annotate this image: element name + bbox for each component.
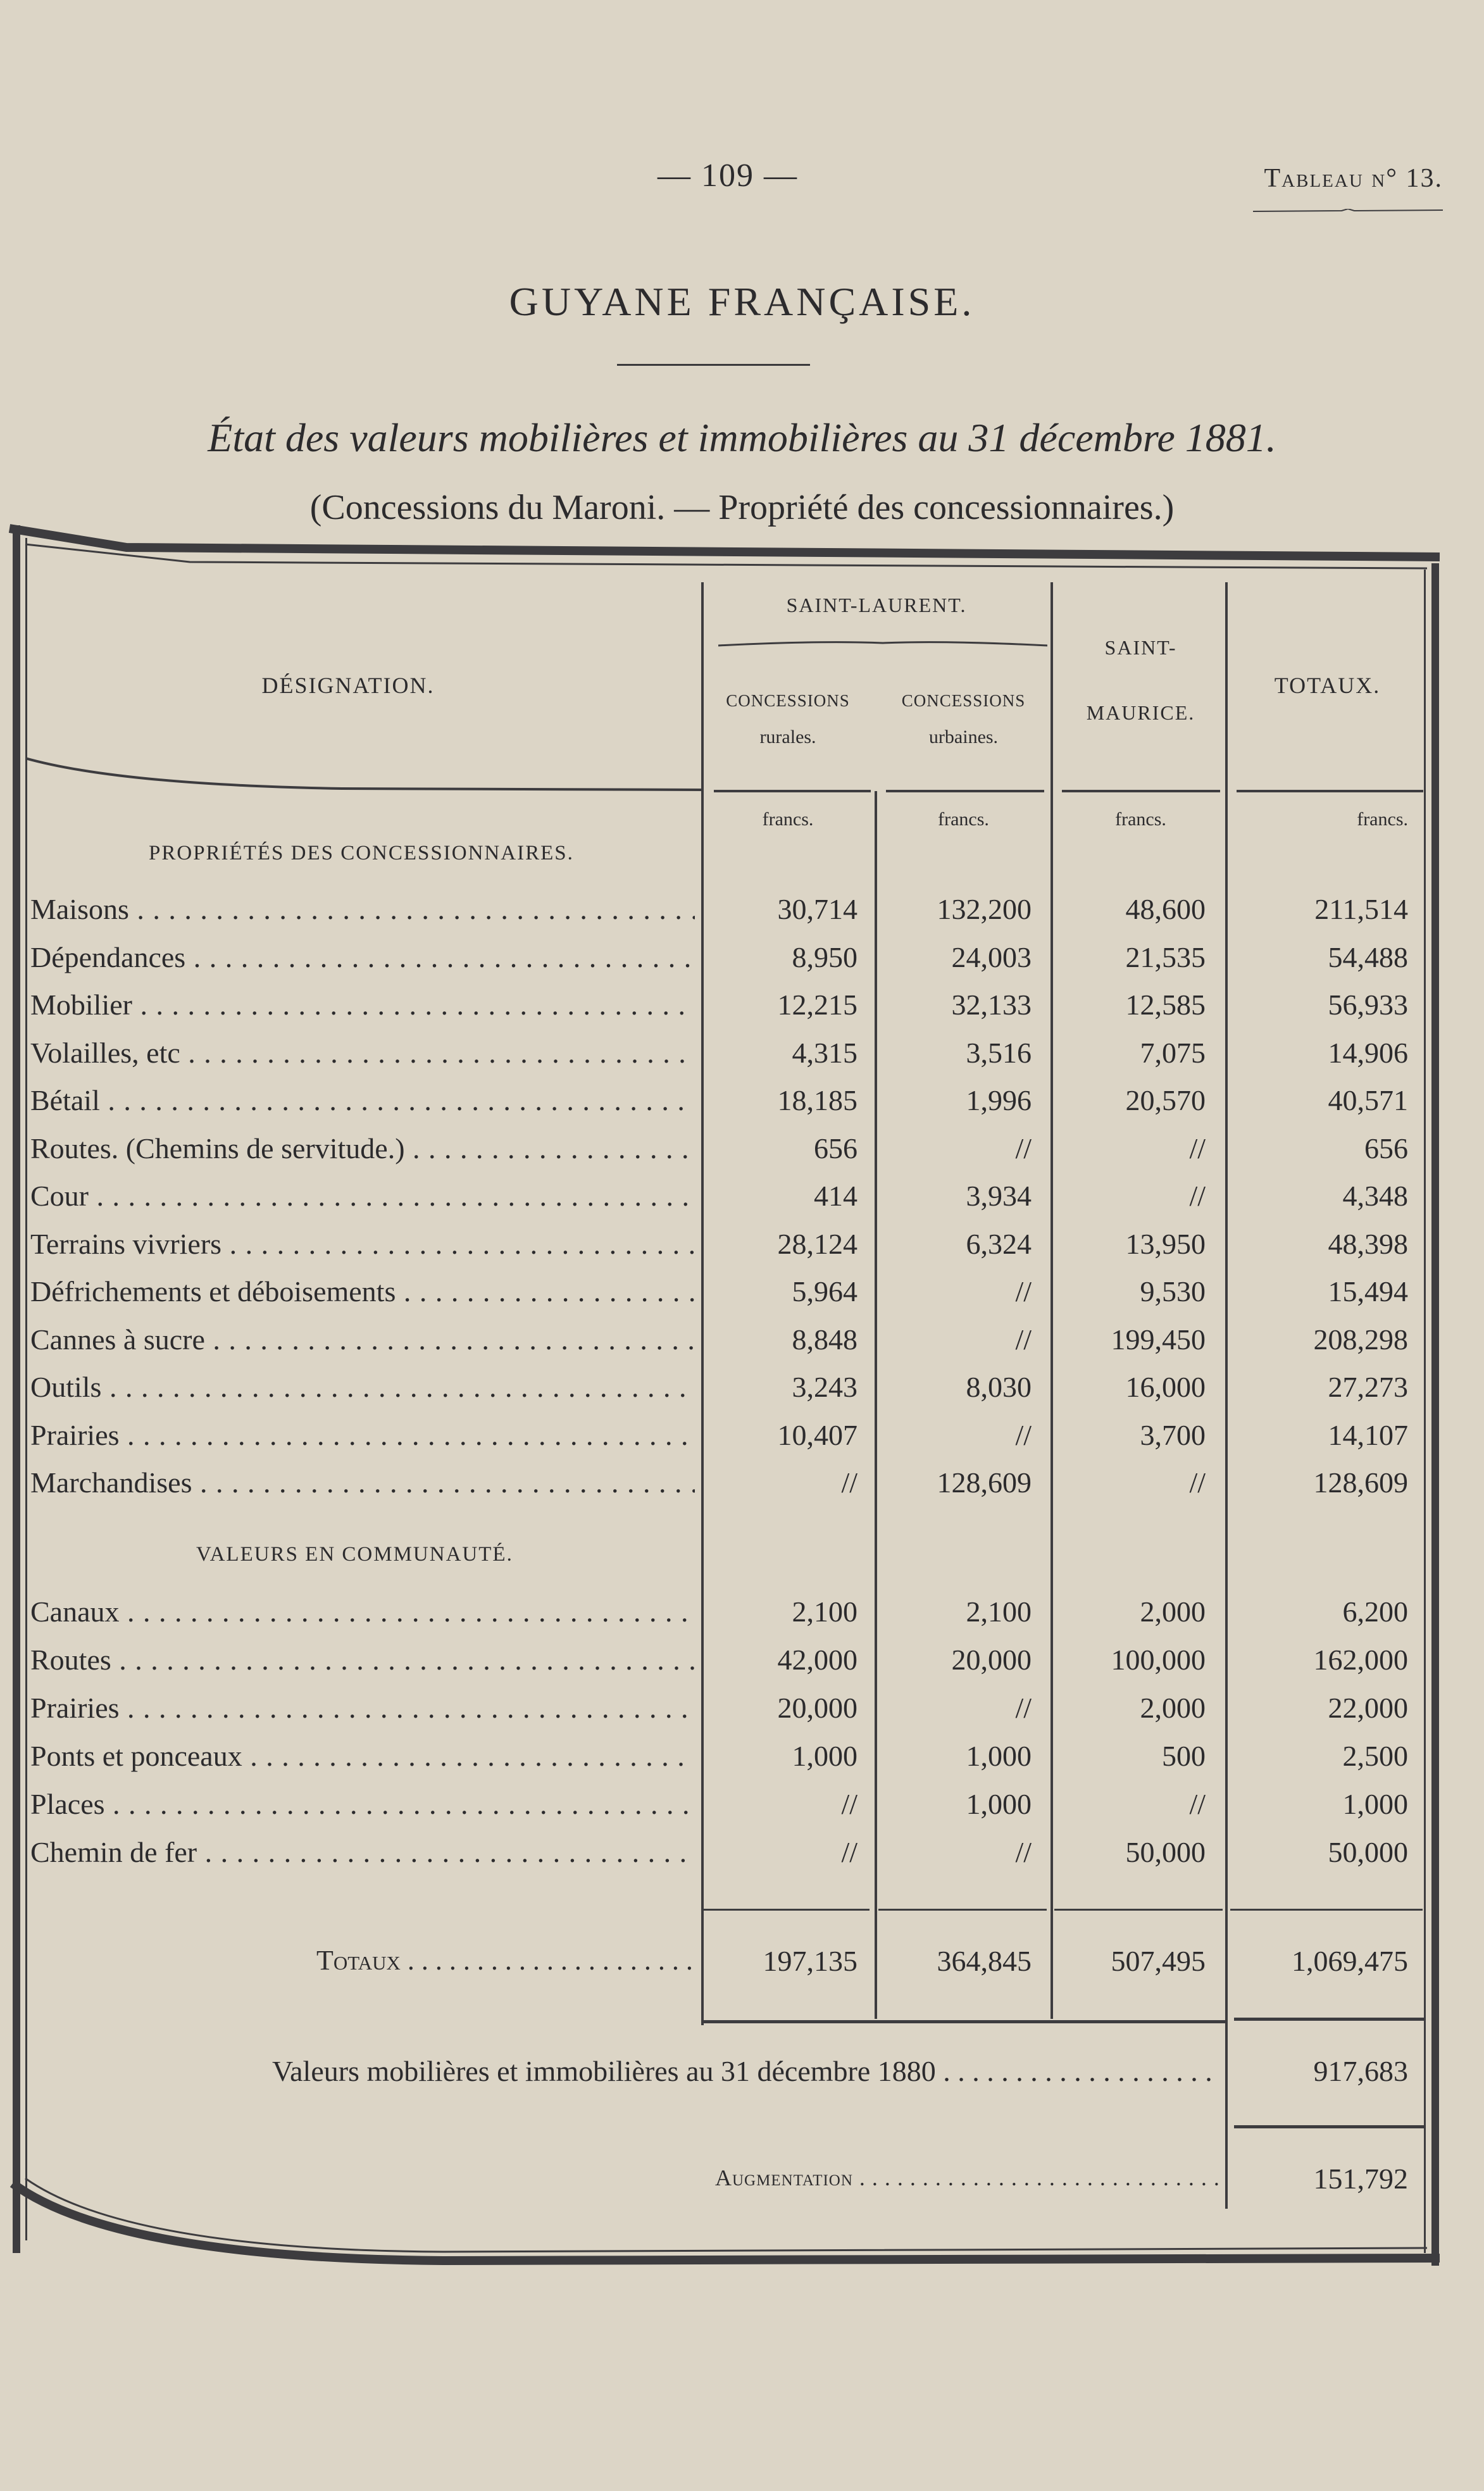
cell-total: 50,000 bbox=[1328, 1836, 1408, 1868]
valeurs-1880-label: Valeurs mobilières et immobilières au 31 décembre 1880 . . . bbox=[272, 2054, 1221, 2088]
cell-maurice: 50,000 bbox=[1125, 1836, 1206, 1868]
totaux-rule-maurice bbox=[1054, 1909, 1223, 1911]
table-row bbox=[0, 1370, 1484, 1417]
urbaines-header-rule bbox=[886, 790, 1044, 792]
tableau-rule bbox=[1253, 209, 1443, 213]
totaux-total: 1,069,475 bbox=[1292, 1945, 1408, 1977]
rurales-header-bottom: rurales. bbox=[759, 727, 816, 747]
cell-maurice: 21,535 bbox=[1125, 940, 1206, 973]
cell-urbaines: 2,100 bbox=[966, 1595, 1032, 1628]
unit-rurales: francs. bbox=[762, 809, 814, 830]
table-row bbox=[0, 1227, 1484, 1274]
cell-rurales: // bbox=[841, 1466, 857, 1499]
cell-rurales: 30,714 bbox=[777, 893, 857, 925]
cell-total: 27,273 bbox=[1328, 1371, 1408, 1403]
augmentation-value: 151,792 bbox=[1313, 2163, 1408, 2195]
table-row bbox=[0, 1835, 1484, 1882]
table-row bbox=[0, 1179, 1484, 1226]
row-label: Bétail . . . bbox=[30, 1083, 695, 1117]
totaux-rurales: 197,135 bbox=[763, 1945, 857, 1977]
cell-rurales: 3,243 bbox=[792, 1371, 857, 1403]
augmentation-label: Augmentation . . . bbox=[715, 2164, 1221, 2191]
cell-maurice: 2,000 bbox=[1140, 1692, 1206, 1724]
cell-maurice: 199,450 bbox=[1111, 1323, 1206, 1356]
cell-total: 2,500 bbox=[1342, 1740, 1408, 1772]
cell-total: 208,298 bbox=[1313, 1323, 1408, 1356]
unit-urbaines: francs. bbox=[938, 809, 989, 830]
totaux-header-rule bbox=[1237, 790, 1423, 792]
table-top-border bbox=[0, 519, 1484, 582]
cell-rurales: // bbox=[841, 1836, 857, 1868]
cell-total: 54,488 bbox=[1328, 940, 1408, 973]
cell-rurales: 414 bbox=[814, 1180, 857, 1212]
section-title-proprietes: PROPRIÉTÉS DES CONCESSIONNAIRES. bbox=[149, 842, 574, 865]
cell-total: 4,348 bbox=[1342, 1180, 1408, 1212]
table-row bbox=[0, 1691, 1484, 1738]
urbaines-header-top: CONCESSIONS bbox=[901, 691, 1026, 710]
designation-header-rule bbox=[25, 753, 702, 797]
saint-laurent-rule bbox=[718, 639, 1047, 648]
row-label: Volailles, etc . . . bbox=[30, 1036, 695, 1070]
row-label: Terrains vivriers . . . bbox=[30, 1227, 695, 1261]
totaux-row bbox=[0, 1944, 1484, 1991]
row-label: Canaux . . . bbox=[30, 1595, 695, 1628]
cell-urbaines: // bbox=[1015, 1418, 1032, 1451]
cell-urbaines: 24,003 bbox=[951, 940, 1032, 973]
row-label: Places . . . bbox=[30, 1787, 695, 1821]
cell-total: 128,609 bbox=[1313, 1466, 1408, 1499]
cell-total: 6,200 bbox=[1342, 1595, 1408, 1628]
row-label: Routes . . . bbox=[30, 1643, 695, 1676]
table-row bbox=[0, 1083, 1484, 1130]
cell-rurales: 8,848 bbox=[792, 1323, 857, 1356]
cell-maurice: // bbox=[1189, 1132, 1206, 1164]
cell-total: 14,107 bbox=[1328, 1418, 1408, 1451]
table-row bbox=[0, 1323, 1484, 1370]
section-title-communaute: VALEURS EN COMMUNAUTÉ. bbox=[196, 1543, 513, 1566]
table-row bbox=[0, 1132, 1484, 1178]
row-label: Mobilier . . . bbox=[30, 988, 695, 1021]
cell-urbaines: // bbox=[1015, 1132, 1032, 1164]
cell-maurice: 12,585 bbox=[1125, 989, 1206, 1021]
cell-rurales: 2,100 bbox=[792, 1595, 857, 1628]
cell-urbaines: 20,000 bbox=[951, 1644, 1032, 1676]
rurales-header-rule bbox=[714, 790, 871, 792]
title-rule bbox=[617, 364, 810, 366]
row-label: Prairies . . . bbox=[30, 1691, 695, 1725]
page-number: — 109 — bbox=[658, 158, 798, 194]
cell-total: 56,933 bbox=[1328, 989, 1408, 1021]
cell-maurice: 7,075 bbox=[1140, 1036, 1206, 1069]
totaux-rule-rurales bbox=[704, 1909, 870, 1911]
table-row bbox=[0, 1418, 1484, 1465]
totaux-rule-urbaines bbox=[878, 1909, 1047, 1911]
cell-maurice: // bbox=[1189, 1466, 1206, 1499]
cell-urbaines: 128,609 bbox=[937, 1466, 1032, 1499]
row-label: Marchandises . . . bbox=[30, 1466, 695, 1499]
cell-rurales: 20,000 bbox=[777, 1692, 857, 1724]
cell-urbaines: // bbox=[1015, 1275, 1032, 1308]
saint-laurent-header: SAINT-LAURENT. bbox=[786, 594, 967, 616]
cell-maurice: 3,700 bbox=[1140, 1418, 1206, 1451]
page-title: GUYANE FRANÇAISE. bbox=[509, 279, 975, 324]
row-label: Cannes à sucre . . . bbox=[30, 1323, 695, 1356]
row-label: Outils . . . bbox=[30, 1370, 695, 1404]
cell-maurice: 9,530 bbox=[1140, 1275, 1206, 1308]
cell-total: 14,906 bbox=[1328, 1036, 1408, 1069]
totaux-bottom-rule bbox=[701, 2020, 1228, 2023]
row-label: Chemin de fer . . . bbox=[30, 1835, 695, 1869]
cell-total: 48,398 bbox=[1328, 1227, 1408, 1260]
cell-urbaines: 3,934 bbox=[966, 1180, 1032, 1212]
cell-urbaines: // bbox=[1015, 1836, 1032, 1868]
cell-total: 162,000 bbox=[1313, 1644, 1408, 1676]
cell-maurice: // bbox=[1189, 1180, 1206, 1212]
cell-total: 1,000 bbox=[1342, 1788, 1408, 1820]
cell-rurales: 4,315 bbox=[792, 1036, 857, 1069]
augmentation-rule bbox=[1234, 2125, 1424, 2128]
maurice-header-rule bbox=[1062, 790, 1220, 792]
page-subtitle: État des valeurs mobilières et immobilières au 31 décembre 1881. bbox=[208, 415, 1276, 460]
cell-rurales: 18,185 bbox=[777, 1084, 857, 1116]
cell-rurales: 8,950 bbox=[792, 940, 857, 973]
cell-rurales: 42,000 bbox=[777, 1644, 857, 1676]
row-label: Cour . . . bbox=[30, 1179, 695, 1213]
tableau-number: Tableau n° 13. bbox=[1264, 164, 1443, 193]
cell-urbaines: 1,996 bbox=[966, 1084, 1032, 1116]
cell-urbaines: 6,324 bbox=[966, 1227, 1032, 1260]
table-row bbox=[0, 892, 1484, 939]
cell-urbaines: 1,000 bbox=[966, 1788, 1032, 1820]
cell-urbaines: 1,000 bbox=[966, 1740, 1032, 1772]
cell-urbaines: 132,200 bbox=[937, 893, 1032, 925]
table-row bbox=[0, 1275, 1484, 1321]
table-row bbox=[0, 1036, 1484, 1083]
saint-maurice-header-top: SAINT- bbox=[1104, 636, 1177, 659]
cell-maurice: // bbox=[1189, 1788, 1206, 1820]
row-label: Défrichements et déboisements . . . bbox=[30, 1275, 695, 1308]
row-label: Ponts et ponceaux . . . bbox=[30, 1739, 695, 1773]
table-row bbox=[0, 1739, 1484, 1786]
cell-urbaines: 32,133 bbox=[951, 989, 1032, 1021]
totaux-maurice: 507,495 bbox=[1111, 1945, 1206, 1977]
table-row bbox=[0, 1466, 1484, 1513]
totaux-rule-total bbox=[1230, 1909, 1423, 1911]
row-label: Dépendances . . . bbox=[30, 940, 695, 974]
cell-rurales: // bbox=[841, 1788, 857, 1820]
cell-maurice: 16,000 bbox=[1125, 1371, 1206, 1403]
table-row bbox=[0, 988, 1484, 1035]
table-row bbox=[0, 940, 1484, 987]
cell-urbaines: // bbox=[1015, 1323, 1032, 1356]
cell-rurales: 28,124 bbox=[777, 1227, 857, 1260]
cell-rurales: 10,407 bbox=[777, 1418, 857, 1451]
cell-maurice: 48,600 bbox=[1125, 893, 1206, 925]
table-row bbox=[0, 1595, 1484, 1642]
rurales-header-top: CONCESSIONS bbox=[726, 691, 850, 710]
cell-rurales: 656 bbox=[814, 1132, 857, 1164]
unit-totaux: francs. bbox=[1357, 809, 1408, 830]
cell-total: 15,494 bbox=[1328, 1275, 1408, 1308]
totaux-urbaines: 364,845 bbox=[937, 1945, 1032, 1977]
cell-maurice: 100,000 bbox=[1111, 1644, 1206, 1676]
totaux-total-bottom-rule bbox=[1234, 2018, 1424, 2021]
cell-rurales: 12,215 bbox=[777, 989, 857, 1021]
cell-total: 211,514 bbox=[1314, 893, 1408, 925]
cell-maurice: 20,570 bbox=[1125, 1084, 1206, 1116]
cell-rurales: 5,964 bbox=[792, 1275, 857, 1308]
cell-urbaines: 3,516 bbox=[966, 1036, 1032, 1069]
cell-urbaines: 8,030 bbox=[966, 1371, 1032, 1403]
cell-total: 40,571 bbox=[1328, 1084, 1408, 1116]
page-subtitle-2: (Concessions du Maroni. — Propriété des concessionnaires.) bbox=[309, 488, 1175, 527]
row-label: Prairies . . . bbox=[30, 1418, 695, 1452]
row-label: Maisons . . . bbox=[30, 892, 695, 926]
cell-rurales: 1,000 bbox=[792, 1740, 857, 1772]
cell-maurice: 13,950 bbox=[1125, 1227, 1206, 1260]
cell-maurice: 500 bbox=[1162, 1740, 1206, 1772]
cell-total: 22,000 bbox=[1328, 1692, 1408, 1724]
row-label: Routes. (Chemins de servitude.) . . . bbox=[30, 1132, 695, 1165]
designation-header: DÉSIGNATION. bbox=[261, 673, 435, 698]
cell-maurice: 2,000 bbox=[1140, 1595, 1206, 1628]
totaux-label: Totaux . . . bbox=[316, 1944, 696, 1976]
table-row bbox=[0, 1787, 1484, 1834]
saint-maurice-header-bottom: MAURICE. bbox=[1086, 701, 1195, 724]
valeurs-1880-value: 917,683 bbox=[1313, 2055, 1408, 2087]
urbaines-header-bottom: urbaines. bbox=[928, 727, 999, 747]
cell-total: 656 bbox=[1364, 1132, 1408, 1164]
unit-maurice: francs. bbox=[1115, 809, 1166, 830]
table-row bbox=[0, 1643, 1484, 1690]
totaux-header: TOTAUX. bbox=[1274, 673, 1381, 698]
cell-urbaines: // bbox=[1015, 1692, 1032, 1724]
